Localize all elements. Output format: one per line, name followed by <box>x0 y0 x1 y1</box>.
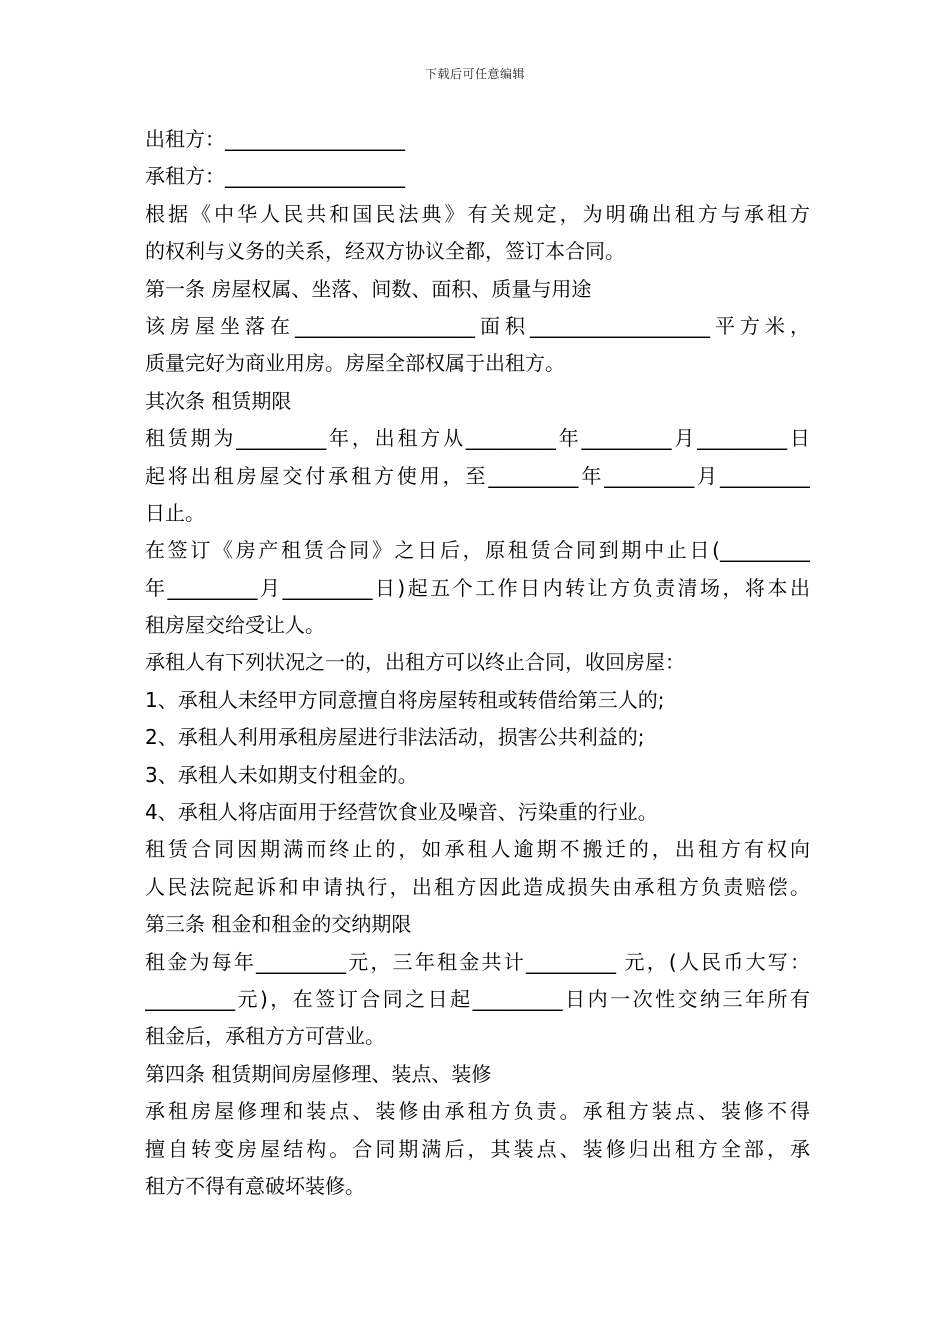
paragraph-line: 承租人有下列状况之一的，出租方可以终止合同，收回房屋： <box>145 650 685 675</box>
list-item: 3、承租人未如期支付租金的。 <box>145 762 418 787</box>
preamble-line: 的权利与义务的关系，经双方协议全都，签订本合同。 <box>145 239 625 264</box>
paragraph-line: 租赁合同因期满而终止的，如承租人逾期不搬迁的，出租方有权向 <box>145 837 810 862</box>
paragraph-line: 人民法院起诉和申请执行，出租方因此造成损失由承租方负责赔偿。 <box>145 874 810 899</box>
paragraph-line: 质量完好为商业用房。房屋全部权属于出租方。 <box>145 351 565 376</box>
paragraph-line: 租房屋交给受让人。 <box>145 613 325 638</box>
paragraph-line: 租金为每年_________元，三年租金共计_________ 元，(人民币大写： <box>145 949 810 974</box>
paragraph-line: 租方不得有意破坏装修。 <box>145 1173 365 1198</box>
paragraph-line: 承租房屋修理和装点、装修由承租方负责。承租方装点、装修不得 <box>145 1099 810 1124</box>
list-item: 1、承租人未经甲方同意擅自将房屋转租或转借给第三人的; <box>145 687 665 712</box>
list-item: 4、承租人将店面用于经营饮食业及噪音、污染重的行业。 <box>145 800 658 825</box>
header-note: 下载后可任意编辑 <box>424 67 525 81</box>
article-heading: 第三条 租金和租金的交纳期限 <box>145 912 412 937</box>
paragraph-line: 年_________月_________日)起五个工作日内转让方负责清场，将本出 <box>145 575 810 600</box>
contract-body <box>145 121 810 1205</box>
article-heading: 其次条 租赁期限 <box>145 388 292 413</box>
article-heading: 第四条 租赁期间房屋修理、装点、装修 <box>145 1061 492 1086</box>
lessee-line: 承租方：__________________ <box>145 164 405 189</box>
paragraph-line: 擅自转变房屋结构。合同期满后，其装点、装修归出租方全部，承 <box>145 1136 810 1161</box>
paragraph-line: 起将出租房屋交付承租方使用，至_________年_________月_________ <box>145 463 810 488</box>
article-heading: 第一条 房屋权属、坐落、间数、面积、质量与用途 <box>145 276 592 301</box>
paragraph-line: 租赁期为_________年，出租方从_________年_________月_________日 <box>145 426 810 451</box>
paragraph-line: _________元)，在签订合同之日起_________日内一次性交纳三年所有 <box>145 986 810 1011</box>
paragraph-line: 该房屋坐落在__________________面积__________________平方米， <box>145 313 810 338</box>
paragraph-line: 租金后，承租方方可营业。 <box>145 1024 385 1049</box>
paragraph-line: 在签订《房产租赁合同》之日后，原租赁合同到期中止日(_________ <box>145 538 810 563</box>
preamble-line: 根据《中华人民共和国民法典》有关规定，为明确出租方与承租方 <box>145 201 810 226</box>
paragraph-line: 日止。 <box>145 500 205 525</box>
lessor-line: 出租方：__________________ <box>145 127 405 151</box>
list-item: 2、承租人利用承租房屋进行非法活动，损害公共利益的; <box>145 725 645 750</box>
